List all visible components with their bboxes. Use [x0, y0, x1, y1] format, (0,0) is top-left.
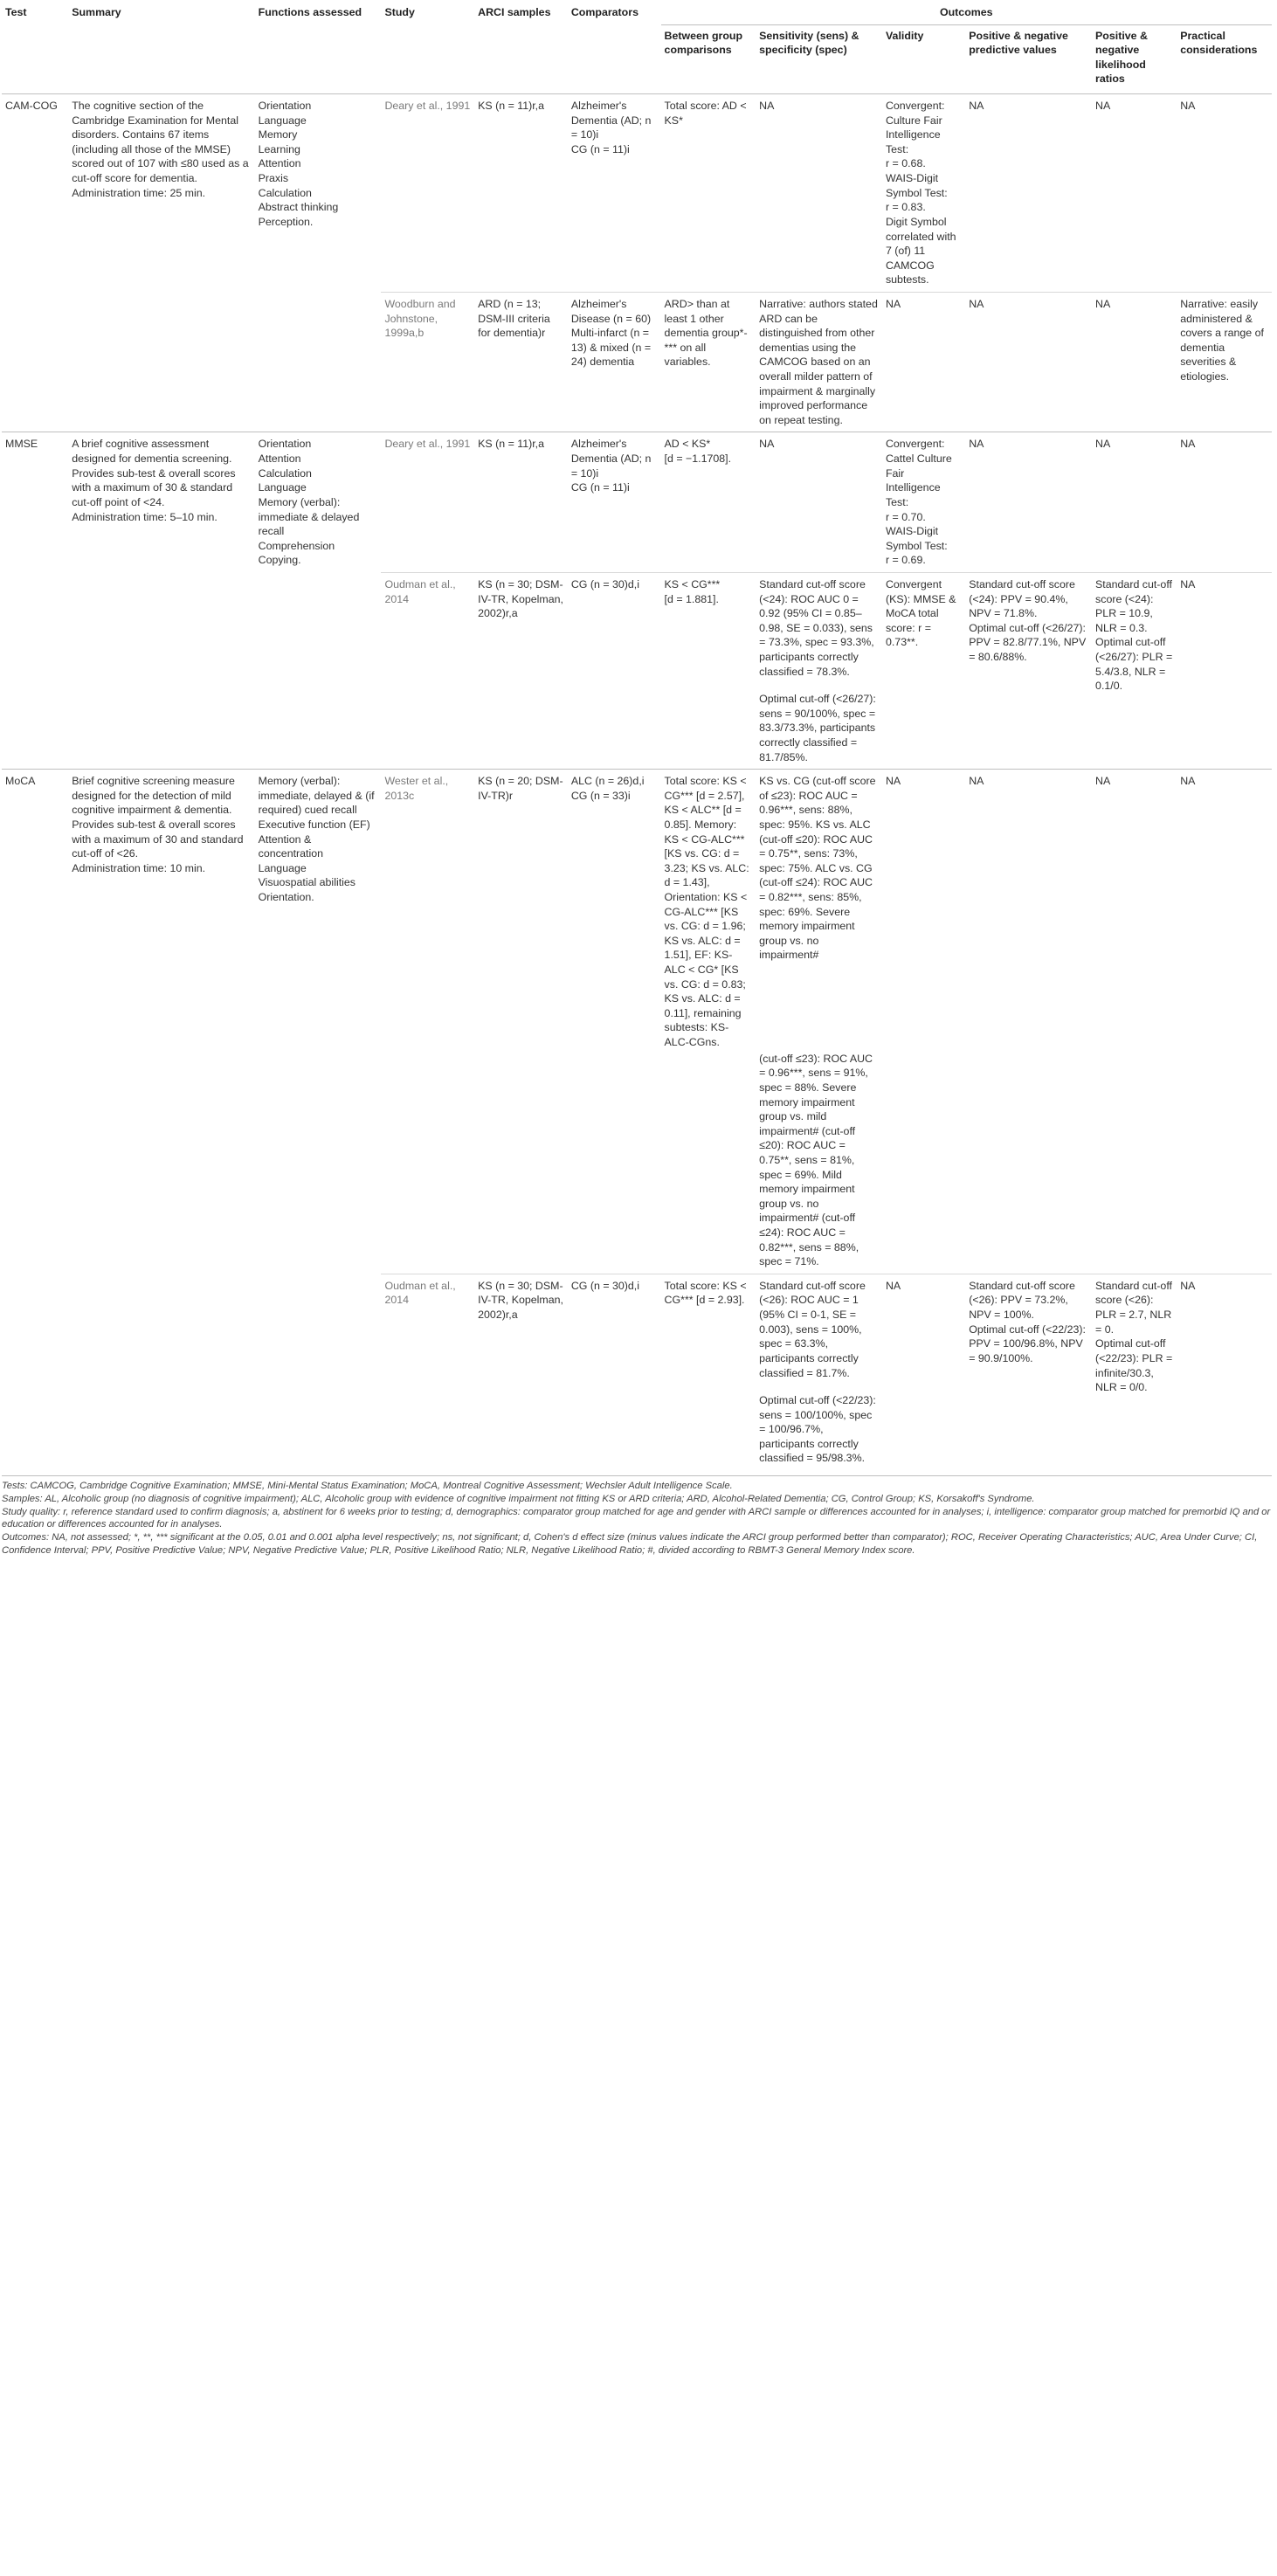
cell-text: Alzheimer's Disease (n = 60): [570, 297, 652, 325]
header-functions: Functions assessed: [258, 6, 362, 18]
cell-text: Orientation: [258, 100, 312, 113]
cell-text: Standard cut-off score (<26): ROC AUC = 1 (95% CI = 0-1, SE = 0.003), sens = 100%, spec = 63.3%, participants correctly classified = 81.7%.: [759, 1279, 866, 1379]
cell-text: A brief cognitive assessment designed for dementia screening. Provides sub-test & overall scores with a maximum of 30 & standard cut-off point of <24.: [72, 438, 236, 508]
cell-text: Attention: [258, 452, 301, 466]
footnote: Samples: AL, Alcoholic group (no diagnosis of cognitive impairment); ALC, Alcoholic group with evidence of cognitive impairment not fitting KS or ARD criteria; ARD, Alcohol-Related Dementia; CG, Control Group; KS, Korsakoff's Syndrome.: [2, 1493, 1035, 1504]
table-row: [2, 432, 1272, 572]
cell-summary: [68, 770, 254, 1470]
cell-text: Copying.: [258, 554, 301, 567]
cell-summary: [68, 432, 254, 770]
cell-text: NA: [1180, 438, 1196, 451]
cell-text: CG (n = 11)i: [570, 481, 630, 494]
cell-text: Optimal cut-off (<26/27): PLR = 5.4/3.8, NLR = 0.1/0.: [1095, 636, 1173, 693]
cell-samples: [474, 1274, 568, 1470]
cell-text: NA: [1180, 100, 1196, 113]
cell-text: Convergent (KS): MMSE & MoCA total score: r = 0.73**.: [885, 577, 956, 649]
cell-predictive-values: [965, 572, 1092, 769]
cell-text: NA: [1180, 1279, 1196, 1292]
cell-text: r = 0.68.: [885, 157, 926, 170]
cell-samples: [474, 94, 568, 293]
cell-sens-spec: [756, 292, 882, 432]
cell-text: Standard cut-off score (<24): PLR = 10.9, NLR = 0.3.: [1095, 577, 1172, 634]
cell-text: Administration time: 10 min.: [72, 861, 206, 874]
cell-text: KS (n = 11)r,a: [478, 438, 545, 451]
cell-validity: [882, 292, 965, 432]
cell-text: Standard cut-off score (<26): PLR = 2.7, NLR = 0.: [1095, 1279, 1172, 1336]
cell-practical: [1177, 292, 1272, 432]
cell-text: Orientation.: [258, 891, 314, 903]
cell-comparators: [568, 1274, 661, 1470]
header-ppv: Positive & negative predictive values: [965, 24, 1092, 93]
header-summary: Summary: [72, 6, 121, 18]
cell-sens-spec: [756, 432, 882, 572]
cell-text: KS vs. CG (cut-off score of ≤23): ROC AUC = 0.96***, sens: 88%, spec: 95%. KS vs. ALC (cut-off ≤20): ROC AUC = 0.75**, sens: 73%, spec: 75%. ALC vs. CG (cut-off ≤24): ROC AUC = 0.82***, sens: 85%, spec: 69%. Severe memory impairment group vs. no impairment#: [759, 775, 876, 962]
cell-between-group: [661, 432, 756, 572]
cell-text: Optimal cut-off (<26/27): sens = 90/100%, spec = 83.3/73.3%, participants correctly classified = 81.7/85%.: [759, 693, 876, 763]
cell-functions: [255, 432, 382, 770]
cell-text: Convergent: Culture Fair Intelligence Test:: [885, 100, 945, 155]
cell-text: Woodburn and Johnstone, 1999a,b: [384, 297, 456, 340]
cell-summary: [68, 94, 254, 432]
header-study: Study: [384, 6, 415, 18]
cell-practical: [1177, 572, 1272, 769]
cell-text: Oudman et al., 2014: [384, 1279, 456, 1307]
cell-text: Learning: [258, 142, 300, 155]
cell-text: Memory (verbal): immediate, delayed & (if required) cued recall: [258, 775, 375, 817]
cell-text: Alzheimer's Dementia (AD; n = 10)i: [570, 438, 652, 480]
cell-text: KS (n = 11)r,a: [478, 100, 545, 113]
cell-text: NA: [885, 775, 901, 788]
cell-text: KS (n = 20; DSM-IV-TR)r: [478, 775, 563, 802]
cell-text: Attention & concentration: [258, 832, 324, 860]
cell-likelihood-ratios: [1092, 770, 1177, 1274]
cell-text: ALC (n = 26)d,i: [570, 775, 645, 788]
header-samples: ARCI samples: [478, 6, 551, 18]
assessment-table: [2, 2, 1272, 1470]
cell-text: Standard cut-off score (<26): PPV = 73.2%, NPV = 100%.: [969, 1279, 1075, 1322]
cell-predictive-values: [965, 432, 1092, 572]
cell-text: CG (n = 11)i: [570, 142, 630, 155]
cell-text: NA: [1095, 438, 1111, 451]
cell-text: ARD> than at least 1 other dementia group*-*** on all variables.: [664, 297, 748, 369]
cell-text: NA: [969, 100, 984, 113]
cell-comparators: [568, 432, 661, 572]
header-validity: Validity: [882, 24, 965, 93]
cell-samples: [474, 292, 568, 432]
cell-between-group: [661, 770, 756, 1274]
cell-text: Narrative: authors stated ARD can be distinguished from other dementias using the CAMCOG based on an overall milder pattern of impairment & marginally improved performance on repeat testing.: [759, 297, 878, 426]
cell-between-group: [661, 1274, 756, 1470]
cell-text: WAIS-Digit Symbol Test:: [885, 172, 948, 199]
header-sens: Sensitivity (sens) & specificity (spec): [756, 24, 882, 93]
cell-text: NA: [885, 297, 901, 310]
cell-validity: [882, 1274, 965, 1470]
cell-text: Deary et al., 1991: [384, 100, 471, 113]
cell-text: Alzheimer's Dementia (AD; n = 10)i: [570, 100, 652, 142]
cell-text: NA: [1180, 577, 1196, 590]
cell-text: WAIS-Digit Symbol Test:: [885, 525, 948, 552]
spacer: [759, 679, 879, 692]
cell-sens-spec: [756, 94, 882, 293]
cell-text: CG (n = 30)d,i: [570, 1279, 640, 1292]
cell-samples: [474, 572, 568, 769]
cell-predictive-values: [965, 292, 1092, 432]
cell-text: Optimal cut-off (<22/23): PPV = 100/96.8%, NPV = 90.9/100%.: [969, 1323, 1086, 1364]
cell-likelihood-ratios: [1092, 1274, 1177, 1470]
cell-text: Deary et al., 1991: [384, 438, 471, 451]
cell-likelihood-ratios: [1092, 572, 1177, 769]
cell-text: Calculation: [258, 466, 312, 480]
header-between: Between group comparisons: [661, 24, 756, 93]
cell-text: Memory: [258, 128, 298, 142]
cell-test-name: CAM-COG: [2, 94, 68, 432]
cell-text: Memory (verbal): immediate & delayed recall: [258, 495, 360, 538]
cell-validity: [882, 572, 965, 769]
cell-text: NA: [969, 438, 984, 451]
cell-text: Standard cut-off score (<24): ROC AUC 0 = 0.92 (95% CI = 0.85–0.98, SE = 0.033), sens = 73.3%, spec = 93.3%, participants correctly classified = 78.3%.: [759, 577, 874, 678]
header-comparators: Comparators: [570, 6, 638, 18]
cell-study[interactable]: [381, 1274, 474, 1470]
cell-predictive-values: [965, 1274, 1092, 1470]
cell-text: Language: [258, 481, 307, 494]
cell-validity: [882, 770, 965, 1274]
cell-comparators: [568, 292, 661, 432]
cell-text: Convergent:: [885, 438, 945, 451]
cell-text: Digit Symbol correlated with 7 (of) 11 CAMCOG subtests.: [885, 215, 956, 287]
cell-between-group: [661, 572, 756, 769]
cell-study[interactable]: [381, 432, 474, 572]
cell-study[interactable]: [381, 770, 474, 1274]
document-page: [2, 0, 1272, 1557]
cell-likelihood-ratios: [1092, 432, 1177, 572]
cell-text: Cattel Culture Fair Intelligence Test:: [885, 452, 952, 508]
header-outcomes: Outcomes: [661, 2, 1272, 24]
cell-likelihood-ratios: [1092, 94, 1177, 293]
cell-text: Language: [258, 114, 307, 127]
cell-sens-spec: [756, 572, 882, 769]
cell-text: KS (n = 30; DSM-IV-TR, Kopelman, 2002)r,a: [478, 577, 563, 620]
cell-text: [d = −1.1708].: [664, 452, 732, 466]
cell-text: (cut-off ≤23): ROC AUC = 0.96***, sens = 91%, spec = 88%. Severe memory impairment group vs. mild impairment# (cut-off ≤20): ROC AUC = 0.75**, sens = 81%, spec = 69%. Mild memory impairment group vs. no impairment# (cut-off ≤24): ROC AUC = 0.82***, sens = 88%, spec = 71%.: [759, 1052, 873, 1268]
cell-text: Total score: AD < KS*: [664, 100, 747, 127]
cell-functions: [255, 770, 382, 1470]
cell-practical: [1177, 770, 1272, 1274]
footnote: Tests: CAMCOG, Cambridge Cognitive Examination; MMSE, Mini-Mental Status Examination; MoCA, Montreal Cognitive Assessment; Wechsler Adult Intelligence Scale.: [2, 1481, 733, 1492]
cell-text: Perception.: [258, 215, 314, 228]
cell-text: Standard cut-off score (<24): PPV = 90.4%, NPV = 71.8%.: [969, 577, 1075, 620]
cell-text: Total score: KS < CG*** [d = 2.57], KS < ALC** [d = 0.85]. Memory: KS < CG-ALC*** [KS vs. CG: d = 3.23; KS vs. ALC: d = 1.43], Orientation: KS < CG-ALC*** [KS vs. CG: d = 1.96; KS vs. ALC: d = 1.51], EF: KS-ALC < CG* [KS vs. CG: d = 0.83; KS vs. ALC: d = 0.11], remaining subtests: KS-ALC-CGns.: [664, 775, 749, 1049]
cell-text: Wester et al., 2013c: [384, 775, 449, 802]
cell-text: Abstract thinking: [258, 201, 339, 214]
cell-text: [d = 1.881].: [664, 592, 719, 605]
cell-text: Praxis: [258, 172, 289, 185]
table-body: [2, 94, 1272, 1471]
cell-comparators: [568, 572, 661, 769]
cell-functions: [255, 94, 382, 432]
cell-sens-spec: [756, 1274, 882, 1470]
cell-text: NA: [759, 438, 775, 451]
cell-text: NA: [759, 100, 775, 113]
cell-text: Comprehension: [258, 539, 335, 552]
cell-between-group: [661, 94, 756, 293]
footnote: Outcomes: NA, not assessed; *, **, *** significant at the 0.05, 0.01 and 0.001 alpha level respectively; ns, not significant; d, Cohen's d effect size (minus values indicate the ARCI group performed better than comparator); ROC, Receiver Operating Characteristics; AUC, Area Under Curve; CI, Confidence Interval; PPV, Positive Predictive Value; NPV, Negative Predictive Value; PLR, Positive Likelihood Ratio; NLR, Negative Likelihood Ratio; #, divided according to RBMT-3 General Memory Index score.: [2, 1532, 1258, 1556]
cell-text: The cognitive section of the Cambridge Examination for Mental disorders. Contains 67 items (including all those of the MMSE) scored out of 107 with ≤80 used as a cut-off score for dementia. Administration time: 25 min.: [72, 100, 249, 199]
cell-text: Total score: KS < CG*** [d = 2.93].: [664, 1279, 747, 1307]
cell-text: CG (n = 33)i: [570, 789, 631, 802]
table-row: [2, 770, 1272, 1274]
cell-validity: [882, 432, 965, 572]
cell-text: Calculation: [258, 186, 312, 199]
cell-sens-spec: [756, 770, 882, 1274]
cell-text: AD < KS*: [664, 438, 711, 451]
cell-study[interactable]: [381, 94, 474, 293]
cell-text: NA: [969, 775, 984, 788]
header-practical: Practical considerations: [1177, 24, 1272, 93]
cell-text: Visuospatial abilities: [258, 876, 355, 889]
cell-text: r = 0.70.: [885, 510, 926, 523]
cell-predictive-values: [965, 94, 1092, 293]
header-plr: Positive & negative likelihood ratios: [1092, 24, 1177, 93]
cell-samples: [474, 770, 568, 1274]
cell-samples: [474, 432, 568, 572]
cell-text: NA: [1180, 775, 1196, 788]
cell-text: Executive function (EF): [258, 818, 370, 831]
cell-text: Optimal cut-off (<22/23): sens = 100/100%, spec = 100/96.7%, participants correctly classified = 95/98.3%.: [759, 1394, 876, 1465]
table-row: [2, 94, 1272, 293]
cell-text: ARD (n = 13; DSM-III criteria for dementia)r: [478, 297, 550, 340]
cell-text: Optimal cut-off (<26/27): PPV = 82.8/77.1%, NPV = 80.6/88%.: [969, 621, 1087, 663]
cell-comparators: [568, 770, 661, 1274]
cell-study[interactable]: [381, 572, 474, 769]
footnote: Study quality: r, reference standard used to confirm diagnosis; a, abstinent for 6 weeks prior to testing; d, demographics: comparator group matched for age and gender with ARCI sample or differences accounted for in analyses; i, intelligence: comparator group matched for premorbid IQ and or education or differences accounted for in analyses.: [2, 1506, 1271, 1530]
cell-practical: [1177, 1274, 1272, 1470]
cell-text: NA: [885, 1279, 901, 1292]
cell-text: NA: [1095, 297, 1111, 310]
cell-validity: [882, 94, 965, 293]
cell-practical: [1177, 432, 1272, 572]
cell-text: r = 0.83.: [885, 201, 926, 214]
cell-likelihood-ratios: [1092, 292, 1177, 432]
cell-between-group: [661, 292, 756, 432]
cell-text: NA: [1095, 100, 1111, 113]
header-test: Test: [5, 6, 27, 18]
cell-text: Brief cognitive screening measure designed for the detection of mild cognitive impairment & dementia. Provides sub-test & overall scores with a maximum of 30 and standard cut-off of <26.: [72, 775, 244, 860]
cell-text: r = 0.69.: [885, 554, 926, 567]
cell-test-name: MoCA: [2, 770, 68, 1470]
cell-study[interactable]: [381, 292, 474, 432]
cell-comparators: [568, 94, 661, 293]
cell-text: NA: [969, 297, 984, 310]
cell-text: KS < CG***: [664, 577, 721, 590]
cell-text: NA: [1095, 775, 1111, 788]
cell-text: Administration time: 5–10 min.: [72, 510, 217, 523]
cell-text: Oudman et al., 2014: [384, 577, 456, 605]
cell-text: Attention: [258, 157, 301, 170]
spacer: [759, 1380, 879, 1393]
cell-test-name: MMSE: [2, 432, 68, 770]
table-footnotes: [2, 1475, 1272, 1557]
cell-text: Orientation: [258, 438, 312, 451]
cell-text: CG (n = 30)d,i: [570, 577, 640, 590]
cell-text: Optimal cut-off (<22/23): PLR = infinite/30.3, NLR = 0/0.: [1095, 1337, 1173, 1394]
cell-practical: [1177, 94, 1272, 293]
cell-text: KS (n = 30; DSM-IV-TR, Kopelman, 2002)r,a: [478, 1279, 563, 1322]
cell-text: Narrative: easily administered & covers a range of dementia severities & etiologies.: [1180, 297, 1264, 383]
cell-text: Multi-infarct (n = 13) & mixed (n = 24) dementia: [570, 327, 652, 369]
spacer: [759, 963, 879, 1052]
cell-predictive-values: [965, 770, 1092, 1274]
cell-text: Language: [258, 861, 307, 874]
